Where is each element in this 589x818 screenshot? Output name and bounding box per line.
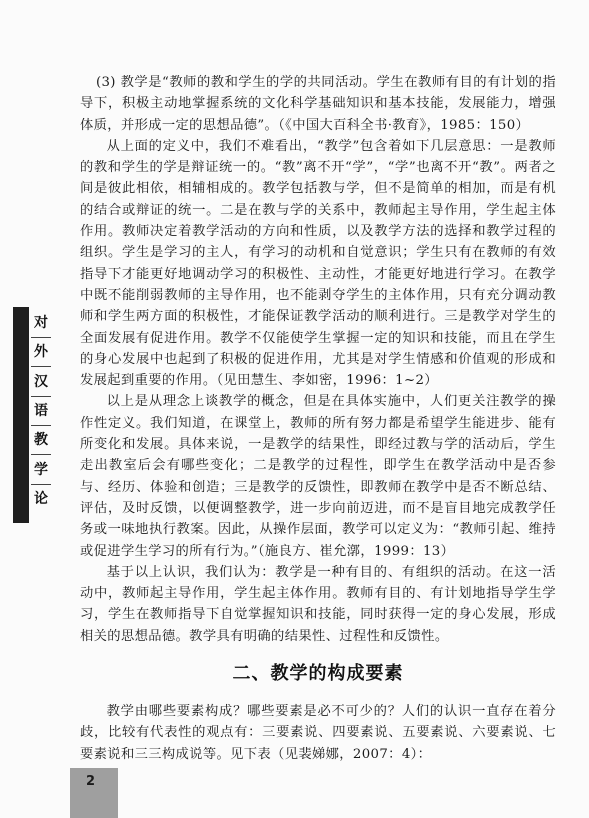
- side-tab-char: 汉: [31, 374, 51, 397]
- side-tab-char: 对: [31, 315, 51, 338]
- side-tab-char: 外: [31, 344, 51, 367]
- page-number: 2: [70, 768, 118, 818]
- section-intro-paragraph: 教学由哪些要素构成？哪些要素是必不可少的？人们的认识一直存在着分歧，比较有代表性的观点有：三要素说、四要素说、五要素说、六要素说、七要素说和三三构成说等。见下表（见裴娣娜，2007：4）：: [80, 704, 556, 762]
- side-tab: [13, 307, 55, 523]
- side-tab-bar: [13, 307, 29, 523]
- definition-3-paragraph: (3) 教学是“教师的教和学生的学的共同活动。学生在教师有目的有计划的指导下，积极主动地掌握系统的文化科学基础知识和基本技能，发展能力，增强体质，并形成一定的思想品德”。（《中国大百科全书·教育》，1985：150）: [80, 75, 556, 133]
- page-content: [80, 72, 556, 765]
- side-tab-char: 论: [34, 490, 48, 507]
- side-tab-char: 语: [31, 403, 51, 426]
- side-tab-char: 学: [31, 462, 51, 485]
- side-tab-chars: [29, 307, 53, 523]
- conclusion-paragraph: 基于以上认识，我们认为：教学是一种有目的、有组织的活动。在这一活动中，教师起主导作用，学生起主体作用。教师有目的、有计划地指导学生学习，学生在教师指导下自觉掌握知识和技能，同时获得一定的身心发展，形成相关的思想品德。教学具有明确的结果性、过程性和反馈性。: [80, 564, 556, 644]
- section-heading: 二、教学的构成要素: [232, 663, 404, 685]
- operational-definition-paragraph: 以上是从理念上谈教学的概念，但是在具体实施中，人们更关注教学的操作性定义。我们知道，在课堂上，教师的所有努力都是希望学生能进步、能有所变化和发展。具体来说，一是教学的结果性，即经过教与学的活动后，学生走出教室后会有哪些变化；二是教学的过程性，即学生在教学活动中是否参与、经历、体验和创造；三是教学的反馈性，即教师在教学中是否不断总结、评估，及时反馈，以便调整教学，进一步向前迈进，而不是盲目地完成教学任务或一味地执行教案。因此，从操作层面，教学可以定义为：“教师引起、维持或促进学生学习的所有行为。”（施良方、崔允漷，1999：13）: [80, 394, 556, 559]
- analysis-paragraph: 从上面的定义中，我们不难看出，“教学”包含着如下几层意思：一是教师的教和学生的学是辩证统一的。“教”离不开“学”，“学”也离不开“教”。两者之间是彼此相依，相辅相成的。教学包括教与学，但不是简单的相加，而是有机的结合或辩证的统一。二是在教与学的关系中，教师起主导作用，学生起主体作用。教师决定着教学活动的方向和性质，以及教学方法的选择和教学过程的组织。学生是学习的主人，有学习的动机和自觉意识；学生只有在教师的有效指导下才能更好地调动学习的积极性、主动性，才能更好地进行学习。在教学中既不能削弱教师的主导作用，也不能剥夺学生的主体作用，只有充分调动教师和学生两方面的积极性，才能保证教学活动的顺利进行。三是教学对学生的全面发展有促进作用。教学不仅能使学生掌握一定的知识和技能，而且在学生的身心发展中也起到了积极的促进作用，尤其是对学生情感和价值观的形成和发展起到重要的作用。（见田慧生、李如密，1996：1~2）: [80, 138, 556, 389]
- side-tab-char: 教: [31, 432, 51, 455]
